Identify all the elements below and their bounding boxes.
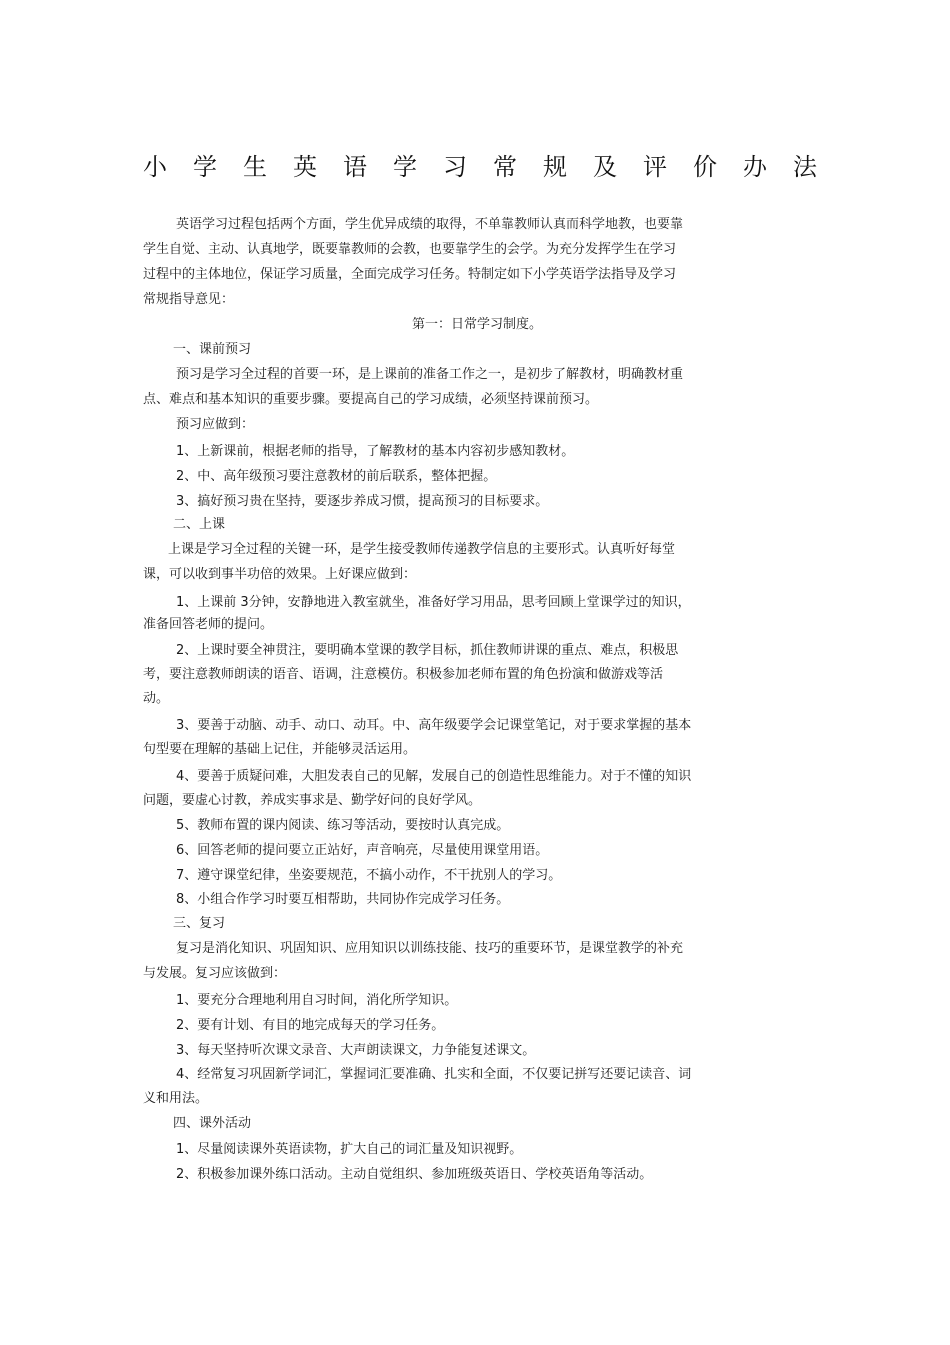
list-item: 2、积极参加课外练口活动。主动自觉组织、参加班级英语日、学校英语角等活动。 bbox=[176, 1167, 653, 1182]
list-item: 考，要注意教师朗读的语音、语调，注意模仿。积极参加老师布置的角色扮演和做游戏等活 bbox=[143, 667, 664, 682]
paragraph-line: 与发展。复习应该做到： bbox=[143, 966, 287, 981]
list-item: 准备回答老师的提问。 bbox=[143, 617, 274, 632]
paragraph-line: 过程中的主体地位，保证学习质量，全面完成学习任务。特制定如下小学英语学法指导及学习 bbox=[143, 267, 677, 282]
paragraph-line: 英语学习过程包括两个方面，学生优异成绩的取得，不单靠教师认真而科学地教，也要靠 bbox=[176, 217, 684, 232]
paragraph-line: 点、难点和基本知识的重要步骤。要提高自己的学习成绩，必须坚持课前预习。 bbox=[143, 392, 599, 407]
list-item: 3、搞好预习贵在坚持，要逐步养成习惯，提高预习的目标要求。 bbox=[176, 494, 549, 509]
section-heading: 二、上课 bbox=[173, 517, 226, 532]
list-item: 问题，要虚心讨教，养成实事求是、勤学好问的良好学风。 bbox=[143, 793, 482, 808]
list-item: 义和用法。 bbox=[143, 1091, 209, 1106]
list-item: 1、上新课前，根据老师的指导，了解教材的基本内容初步感知教材。 bbox=[176, 444, 575, 459]
section-heading: 四、课外活动 bbox=[173, 1116, 252, 1131]
list-item: 3、要善于动脑、动手、动口、动耳。中、高年级要学会记课堂笔记，对于要求掌握的基本 bbox=[176, 718, 692, 733]
list-item: 1、尽量阅读课外英语读物，扩大自己的词汇量及知识视野。 bbox=[176, 1142, 523, 1157]
paragraph-line: 复习是消化知识、巩固知识、应用知识以训练技能、技巧的重要环节，是课堂教学的补充 bbox=[176, 941, 684, 956]
list-item: 6、回答老师的提问要立正站好，声音响亮，尽量使用课堂用语。 bbox=[176, 843, 549, 858]
list-item: 动。 bbox=[143, 691, 170, 706]
paragraph-line: 预习应做到： bbox=[176, 417, 255, 432]
section-heading: 一、课前预习 bbox=[173, 342, 252, 357]
paragraph-line: 学生自觉、主动、认真地学，既要靠教师的会教，也要靠学生的会学。为充分发挥学生在学习 bbox=[143, 242, 677, 257]
paragraph-line: 预习是学习全过程的首要一环，是上课前的准备工作之一，是初步了解教材，明确教材重 bbox=[176, 367, 684, 382]
list-item: 2、要有计划、有目的地完成每天的学习任务。 bbox=[176, 1018, 445, 1033]
paragraph-line: 上课是学习全过程的关键一环，是学生接受教师传递教学信息的主要形式。认真听好每堂 bbox=[168, 542, 676, 557]
section-heading: 第一：日常学习制度。 bbox=[412, 317, 543, 332]
list-item: 4、经常复习巩固新学词汇，掌握词汇要准确、扎实和全面，不仅要记拼写还要记读音、词 bbox=[176, 1067, 692, 1082]
paragraph-line: 常规指导意见： bbox=[143, 292, 235, 307]
list-item: 1、要充分合理地利用自习时间，消化所学知识。 bbox=[176, 993, 458, 1008]
list-item: 8、小组合作学习时要互相帮助，共同协作完成学习任务。 bbox=[176, 892, 510, 907]
document-title: 小学生英语学习常规及评价办法 bbox=[143, 153, 843, 181]
list-item: 4、要善于质疑问难，大胆发表自己的见解，发展自己的创造性思维能力。对于不懂的知识 bbox=[176, 769, 692, 784]
list-item: 句型要在理解的基础上记住，并能够灵活运用。 bbox=[143, 742, 417, 757]
list-item: 2、上课时要全神贯注，要明确本堂课的教学目标，抓住教师讲课的重点、难点，积极思 bbox=[176, 643, 679, 658]
list-item: 2、中、高年级预习要注意教材的前后联系，整体把握。 bbox=[176, 469, 497, 484]
list-item: 1、上课前 3分钟，安静地进入教室就坐，准备好学习用品，思考回顾上堂课学过的知识， bbox=[176, 595, 691, 610]
list-item: 3、每天坚持听次课文录音、大声朗读课文，力争能复述课文。 bbox=[176, 1043, 536, 1058]
list-item: 5、教师布置的课内阅读、练习等活动，要按时认真完成。 bbox=[176, 818, 510, 833]
paragraph-line: 课，可以收到事半功倍的效果。上好课应做到： bbox=[143, 567, 417, 582]
section-heading: 三、复习 bbox=[173, 916, 226, 931]
list-item: 7、遵守课堂纪律，坐姿要规范，不搞小动作，不干扰别人的学习。 bbox=[176, 868, 562, 883]
